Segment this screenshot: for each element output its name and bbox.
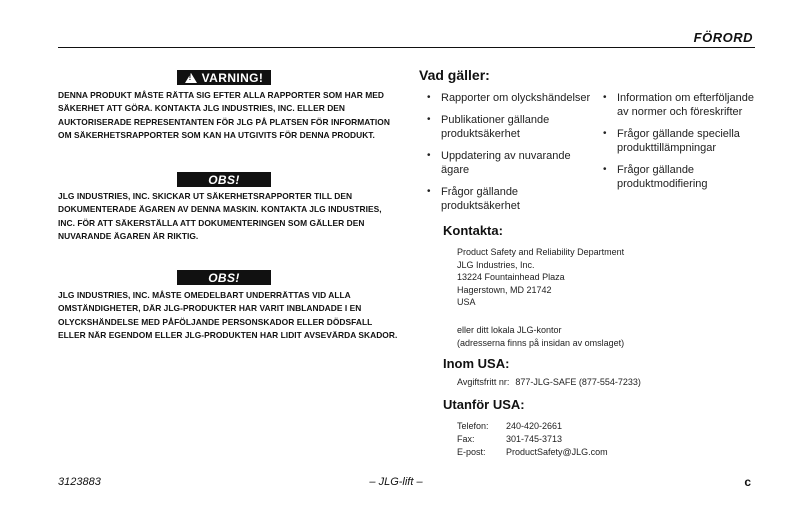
list-item: • Frågor gällande speciella produkttillämpningar [603,127,763,155]
list-item: • Frågor gällande produktsäkerhet [427,185,597,213]
note-line: eller ditt lokala JLG-kontor [457,325,562,335]
warning-label: VARNING! [201,70,264,85]
contact-label: E-post: [457,447,486,457]
address-block [457,246,624,309]
topics-list-2 [603,91,763,199]
warning-triangle-icon [185,73,197,83]
list-item: • Publikationer gällande produktsäkerhet [427,113,597,141]
list-item: • Rapporter om olyckshändelser [427,91,597,105]
vad-galler-heading: Vad gäller: [419,67,490,83]
local-office-note [457,324,624,349]
warning-text: DENNA PRODUKT MÅSTE RÄTTA SIG EFTER ALLA RAPPORTER SOM HAR MED SÄKERHET ATT GÖRA. KONTAKTA JLG INDUSTRIES, INC. ELLER DEN AUKTORISERADE REPRESENTANTEN FÖR JLG PÅ PLATSEN FÖR INFORMATION OM SÄKERHETSRAPPORTER SOM KAN HA UTGIVITS FÖR DENNA PRODUKT. [58,90,390,140]
address-line: Product Safety and Reliability Department [457,247,625,257]
outside-usa-contacts [457,420,608,459]
contact-row [457,433,608,446]
toll-free-label: Avgiftsfritt nr: [457,377,510,387]
obs-badge-2: OBS! [177,270,271,285]
phone-value: 240-420-2661 [506,421,563,431]
contact-row [457,420,608,433]
list-item: • Information om efterföljande av normer och föreskrifter [603,91,763,119]
page-number: c [744,475,751,489]
section-title: FÖRORD [693,30,753,45]
toll-free-line [457,377,647,387]
outside-usa-heading: Utanför USA: [443,397,525,412]
note-line: (adresserna finns på insidan av omslaget) [457,337,625,348]
contact-row [457,446,608,459]
list-item: • Uppdatering av nuvarande ägare [427,149,597,177]
header-divider [58,47,755,48]
address-line: 13224 Fountainhead Plaza [457,272,565,282]
obs-badge-1: OBS! [177,172,271,187]
document-number: 3123883 [58,476,101,488]
contact-label: Telefon: [457,421,489,431]
address-line: JLG Industries, Inc. [457,259,535,270]
fax-value: 301-745-3713 [506,434,563,444]
obs-text-2: JLG INDUSTRIES, INC. MÅSTE OMEDELBART UNDERRÄTTAS VID ALLA OMSTÄNDIGHETER, DÄR JLG-PRODUKTER HAR VARIT INBLANDADE I EN OLYCKSHÄNDELSE MED PÅFÖLJANDE PERSONSKADOR ELLER DÖDSFALL ELLER NÄR EGENDOM ELLER JLG-PRODUKTEN HAR LIDIT AVSEVÄRDA SKADOR. [58,290,398,340]
address-line: USA [457,297,476,307]
footer-brand: – JLG-lift – [369,476,423,488]
topics-list-1 [427,91,597,221]
contact-heading: Kontakta: [443,223,503,238]
email-value: ProductSafety@JLG.com [506,447,608,457]
warning-badge [177,70,271,85]
address-line: Hagerstown, MD 21742 [457,284,552,295]
obs-text-1: JLG INDUSTRIES, INC. SKICKAR UT SÄKERHETSRAPPORTER TILL DEN DOKUMENTERADE ÄGAREN AV DENNA MASKIN. KONTAKTA JLG INDUSTRIES, INC. FÖR ATT SÄKERSTÄLLA ATT DOKUMENTERINGEN SOM GÄLLER DEN NUVARANDE ÄGAREN ÄR RIKTIG. [58,191,382,241]
contact-label: Fax: [457,434,475,444]
toll-free-number: 877-JLG-SAFE (877-554-7233) [515,377,641,387]
usa-heading: Inom USA: [443,356,510,371]
list-item: • Frågor gällande produktmodifiering [603,163,763,191]
